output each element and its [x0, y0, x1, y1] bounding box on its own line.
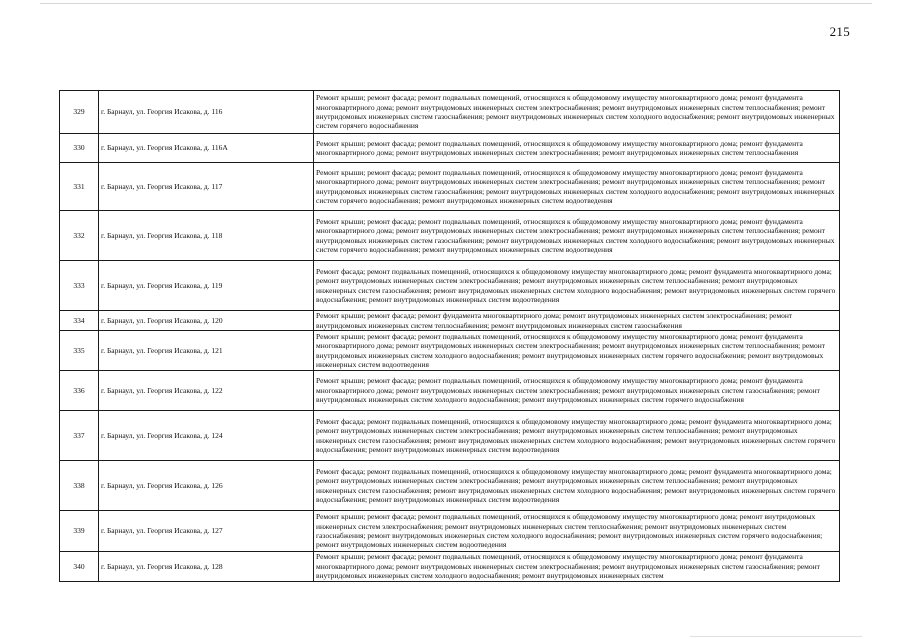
- table-row: [60, 163, 840, 211]
- row-number: 333: [60, 261, 99, 311]
- row-works: Ремонт крыши; ремонт фасада; ремонт подвальных помещений, относящихся к общедомовому имуществу многоквартирного дома; ремонт фундамента многоквартирного дома; ремонт внутридомовых инженерных систем электроснабжения; ремонт внутридомовых инженерных систем теплоснабжения: [314, 134, 840, 163]
- row-works: Ремонт крыши; ремонт фасада; ремонт подвальных помещений, относящихся к общедомовому имуществу многоквартирного дома; ремонт фундамента многоквартирного дома; ремонт внутридомовых инженерных систем электроснабжения; ремонт внутридомовых инженерных систем газоснабжения; ремонт внутридомовых инженерных систем холодного водоснабжения; ремонт внутридомовых инженерных систем горячего водоснабжения: [314, 371, 840, 411]
- row-address: г. Барнаул, ул. Георгия Исакова, д. 119: [99, 261, 314, 311]
- top-scan-edge: [40, 3, 872, 4]
- row-works: Ремонт фасада; ремонт подвальных помещений, относящихся к общедомовому имуществу многоквартирного дома; ремонт фундамента многоквартирного дома; ремонт внутридомовых инженерных систем электроснабжения; ремонт внутридомовых инженерных систем теплоснабжения; ремонт внутридомовых инженерных систем газоснабжения; ремонт внутридомовых инженерных систем холодного водоснабжения; ремонт внутридомовых инженерных систем горячего водоснабжения; ремонт внутридомовых инженерных систем водоотведения: [314, 411, 840, 461]
- row-number: 338: [60, 461, 99, 511]
- row-address: г. Барнаул, ул. Георгия Исакова, д. 126: [99, 461, 314, 511]
- row-address: г. Барнаул, ул. Георгия Исакова, д. 116А: [99, 134, 314, 163]
- repair-register-table: [59, 90, 840, 582]
- row-works: Ремонт крыши; ремонт фасада; ремонт подвальных помещений, относящихся к общедомовому имуществу многоквартирного дома; ремонт фундамента многоквартирного дома; ремонт внутридомовых инженерных систем электроснабжения; ремонт внутридомовых инженерных систем газоснабжения; ремонт внутридомовых инженерных систем холодного водоснабжения; ремонт внутридомовых инженерных систем: [314, 552, 840, 582]
- row-works: Ремонт фасада; ремонт подвальных помещений, относящихся к общедомовому имуществу многоквартирного дома; ремонт фундамента многоквартирного дома; ремонт внутридомовых инженерных систем электроснабжения; ремонт внутридомовых инженерных систем теплоснабжения; ремонт внутридомовых инженерных систем газоснабжения; ремонт внутридомовых инженерных систем холодного водоснабжения; ремонт внутридомовых инженерных систем горячего водоснабжения; ремонт внутридомовых инженерных систем водоотведения: [314, 261, 840, 311]
- row-number: 331: [60, 163, 99, 211]
- row-address: г. Барнаул, ул. Георгия Исакова, д. 122: [99, 371, 314, 411]
- table-row: [60, 511, 840, 552]
- row-works: Ремонт фасада; ремонт подвальных помещений, относящихся к общедомовому имуществу многоквартирного дома; ремонт фундамента многоквартирного дома; ремонт внутридомовых инженерных систем электроснабжения; ремонт внутридомовых инженерных систем теплоснабжения; ремонт внутридомовых инженерных систем газоснабжения; ремонт внутридомовых инженерных систем холодного водоснабжения; ремонт внутридомовых инженерных систем горячего водоснабжения; ремонт внутридомовых инженерных систем водоотведения: [314, 461, 840, 511]
- table-row: [60, 331, 840, 371]
- row-number: 339: [60, 511, 99, 552]
- table-row: [60, 371, 840, 411]
- table-row: [60, 134, 840, 163]
- row-address: г. Барнаул, ул. Георгия Исакова, д. 124: [99, 411, 314, 461]
- row-works: Ремонт крыши; ремонт фасада; ремонт подвальных помещений, относящихся к общедомовому имуществу многоквартирного дома; ремонт внутридомовых инженерных систем электроснабжения; ремонт внутридомовых инженерных систем теплоснабжения; ремонт внутридомовых инженерных систем газоснабжения; ремонт внутридомовых инженерных систем холодного водоснабжения; ремонт внутридомовых инженерных систем горячего водоснабжения; ремонт внутридомовых инженерных систем водоотведения: [314, 511, 840, 552]
- row-address: г. Барнаул, ул. Георгия Исакова, д. 120: [99, 311, 314, 331]
- row-address: г. Барнаул, ул. Георгия Исакова, д. 117: [99, 163, 314, 211]
- table-row: [60, 311, 840, 331]
- table-row: [60, 211, 840, 261]
- row-address: г. Барнаул, ул. Георгия Исакова, д. 128: [99, 552, 314, 582]
- table-row: [60, 552, 840, 582]
- page-number: 215: [829, 24, 850, 39]
- row-works: Ремонт крыши; ремонт фасада; ремонт фундамента многоквартирного дома; ремонт внутридомовых инженерных систем электроснабжения; ремонт внутридомовых инженерных систем теплоснабжения; ремонт внутридомовых инженерных систем газоснабжения: [314, 311, 840, 331]
- row-works: Ремонт крыши; ремонт фасада; ремонт подвальных помещений, относящихся к общедомовому имуществу многоквартирного дома; ремонт фундамента многоквартирного дома; ремонт внутридомовых инженерных систем электроснабжения; ремонт внутридомовых инженерных систем теплоснабжения; ремонт внутридомовых инженерных систем газоснабжения; ремонт внутридомовых инженерных систем холодного водоснабжения; ремонт внутридомовых инженерных систем горячего водоснабжения: [314, 91, 840, 134]
- row-number: 335: [60, 331, 99, 371]
- row-number: 337: [60, 411, 99, 461]
- row-works: Ремонт крыши; ремонт фасада; ремонт подвальных помещений, относящихся к общедомовому имуществу многоквартирного дома; ремонт фундамента многоквартирного дома; ремонт внутридомовых инженерных систем электроснабжения; ремонт внутридомовых инженерных систем теплоснабжения; ремонт внутридомовых инженерных систем холодного водоснабжения; ремонт внутридомовых инженерных систем горячего водоснабжения; ремонт внутридомовых инженерных систем водоотведения: [314, 331, 840, 371]
- row-number: 329: [60, 91, 99, 134]
- row-number: 336: [60, 371, 99, 411]
- row-number: 332: [60, 211, 99, 261]
- table-row: [60, 261, 840, 311]
- table-row: [60, 461, 840, 511]
- bottom-scan-edge: [690, 636, 862, 637]
- row-address: г. Барнаул, ул. Георгия Исакова, д. 116: [99, 91, 314, 134]
- row-works: Ремонт крыши; ремонт фасада; ремонт подвальных помещений, относящихся к общедомовому имуществу многоквартирного дома; ремонт фундамента многоквартирного дома; ремонт внутридомовых инженерных систем электроснабжения; ремонт внутридомовых инженерных систем теплоснабжения; ремонт внутридомовых инженерных систем газоснабжения; ремонт внутридомовых инженерных систем холодного водоснабжения; ремонт внутридомовых инженерных систем горячего водоснабжения; ремонт внутридомовых инженерных систем водоотведения: [314, 163, 840, 211]
- row-number: 340: [60, 552, 99, 582]
- table-row: [60, 411, 840, 461]
- row-address: г. Барнаул, ул. Георгия Исакова, д. 127: [99, 511, 314, 552]
- row-number: 330: [60, 134, 99, 163]
- table-row: [60, 91, 840, 134]
- row-address: г. Барнаул, ул. Георгия Исакова, д. 121: [99, 331, 314, 371]
- row-number: 334: [60, 311, 99, 331]
- row-works: Ремонт крыши; ремонт фасада; ремонт подвальных помещений, относящихся к общедомовому имуществу многоквартирного дома; ремонт фундамента многоквартирного дома; ремонт внутридомовых инженерных систем электроснабжения; ремонт внутридомовых инженерных систем теплоснабжения; ремонт внутридомовых инженерных систем газоснабжения; ремонт внутридомовых инженерных систем холодного водоснабжения; ремонт внутридомовых инженерных систем горячего водоснабжения; ремонт внутридомовых инженерных систем водоотведения: [314, 211, 840, 261]
- row-address: г. Барнаул, ул. Георгия Исакова, д. 118: [99, 211, 314, 261]
